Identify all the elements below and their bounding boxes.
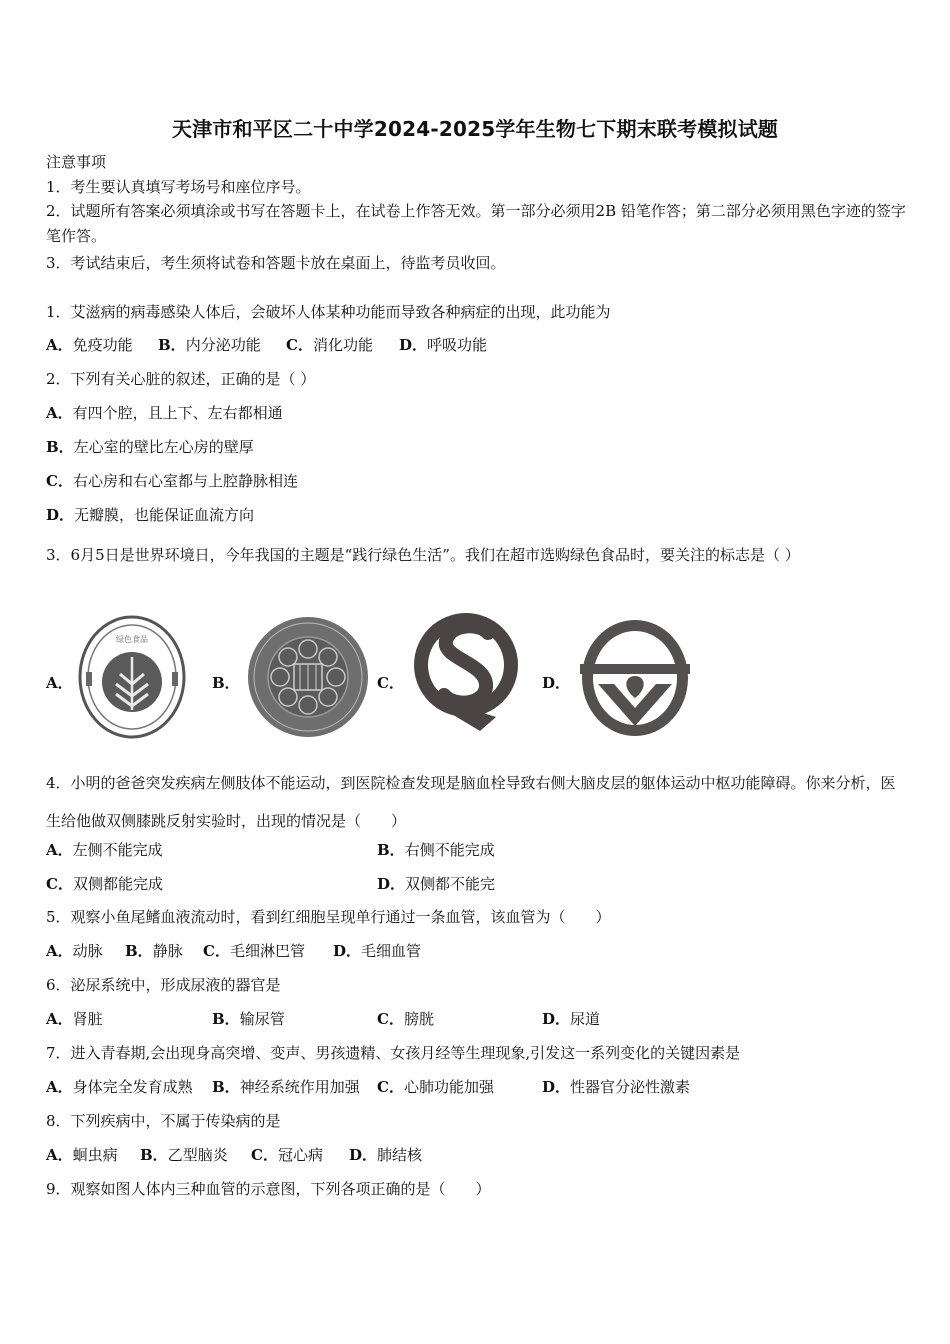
option-d[interactable]: D．性器官分泌性激素 <box>542 1078 691 1096</box>
question-stem: 2．下列有关心脏的叙述，正确的是（ ） <box>46 370 316 388</box>
option-d[interactable]: D．尿道 <box>542 1010 601 1028</box>
question-stem: 6．泌尿系统中，形成尿液的器官是 <box>46 976 281 994</box>
option-d[interactable]: D．毛细血管 <box>333 942 422 960</box>
question-stem: 5．观察小鱼尾鳍血液流动时，看到红细胞呈现单行通过一条血管，该血管为（ ） <box>46 908 611 926</box>
notice-item: 2．试题所有答案必须填涂或书写在答题卡上，在试卷上作答无效。第一部分必须用2B 铅笔作答；第二部分必须用黑色字迹的签字笔作答。 <box>46 202 906 245</box>
option-a[interactable]: A．免疫功能 <box>46 336 133 354</box>
option-b[interactable]: B．左心室的壁比左心房的壁厚 <box>46 438 254 456</box>
option-d[interactable]: D．无瓣膜，也能保证血流方向 <box>46 506 255 524</box>
question-stem: 3．6月5日是世界环境日，今年我国的主题是“践行绿色生活”。我们在超市选购绿色食品时，要关注的标志是（ ） <box>46 546 800 564</box>
option-d-label[interactable]: D． <box>542 674 571 692</box>
option-c[interactable]: C．毛细淋巴管 <box>203 942 305 960</box>
option-a[interactable]: A．身体完全发育成熟 <box>46 1078 193 1096</box>
option-b[interactable]: B．乙型脑炎 <box>140 1146 228 1164</box>
option-b[interactable]: B．内分泌功能 <box>158 336 261 354</box>
option-a-label[interactable]: A． <box>46 674 73 692</box>
notice-heading: 注意事项 <box>46 153 107 171</box>
question-stem: 4．小明的爸爸突发疾病左侧肢体不能运动，到医院检查发现是脑血栓导致右侧大脑皮层的躯体运动中枢功能障碍。你来分析，医生给他做双侧膝跳反射实验时，出现的情况是（ ） <box>46 774 896 830</box>
option-c[interactable]: C．右心房和右心室都与上腔静脉相连 <box>46 472 298 490</box>
question-stem: 1．艾滋病的病毒感染人体后，会破坏人体某种功能而导致各种病症的出现，此功能为 <box>46 303 611 321</box>
option-b[interactable]: B．静脉 <box>125 942 183 960</box>
option-a[interactable]: A．有四个腔，且上下、左右都相通 <box>46 404 283 422</box>
option-a[interactable]: A．蛔虫病 <box>46 1146 118 1164</box>
option-c[interactable]: C．双侧都能完成 <box>46 875 163 893</box>
option-c[interactable]: C．冠心病 <box>251 1146 323 1164</box>
option-c[interactable]: C．心肺功能加强 <box>377 1078 494 1096</box>
environmental-label-logo[interactable] <box>244 612 372 742</box>
option-d[interactable]: D．呼吸功能 <box>399 336 488 354</box>
question-stem: 9．观察如图人体内三种血管的示意图，下列各项正确的是（ ） <box>46 1180 491 1198</box>
option-b[interactable]: B．神经系统作用加强 <box>212 1078 360 1096</box>
option-a[interactable]: A．左侧不能完成 <box>46 841 163 859</box>
option-d[interactable]: D．肺结核 <box>349 1146 423 1164</box>
notice-item: 3．考试结束后，考生须将试卷和答题卡放在桌面上，待监考员收回。 <box>46 254 506 272</box>
option-a[interactable]: A．肾脏 <box>46 1010 103 1028</box>
notice-item: 1．考生要认真填写考场号和座位序号。 <box>46 178 311 196</box>
option-a[interactable]: A．动脉 <box>46 942 103 960</box>
option-b-label[interactable]: B． <box>212 674 240 692</box>
svg-text:绿色食品: 绿色食品 <box>116 635 148 644</box>
green-food-wheat-logo[interactable] <box>76 612 188 742</box>
pollution-free-product-logo[interactable] <box>576 614 694 742</box>
option-c[interactable]: C．膀胱 <box>377 1010 434 1028</box>
option-b[interactable]: B．右侧不能完成 <box>377 841 495 859</box>
option-c-label[interactable]: C． <box>377 674 404 692</box>
page-title: 天津市和平区二十中学2024-2025学年生物七下期末联考模拟试题 <box>171 117 779 141</box>
question-stem: 7．进入青春期,会出现身高突增、变声、男孩遗精、女孩月经等生理现象,引发这一系列变化的关键因素是 <box>46 1044 741 1062</box>
option-c[interactable]: C．消化功能 <box>286 336 373 354</box>
option-b[interactable]: B．输尿管 <box>212 1010 285 1028</box>
qs-quality-logo[interactable] <box>410 605 526 735</box>
option-d[interactable]: D．双侧都不能完 <box>377 875 496 893</box>
question-stem: 8．下列疾病中，不属于传染病的是 <box>46 1112 281 1130</box>
